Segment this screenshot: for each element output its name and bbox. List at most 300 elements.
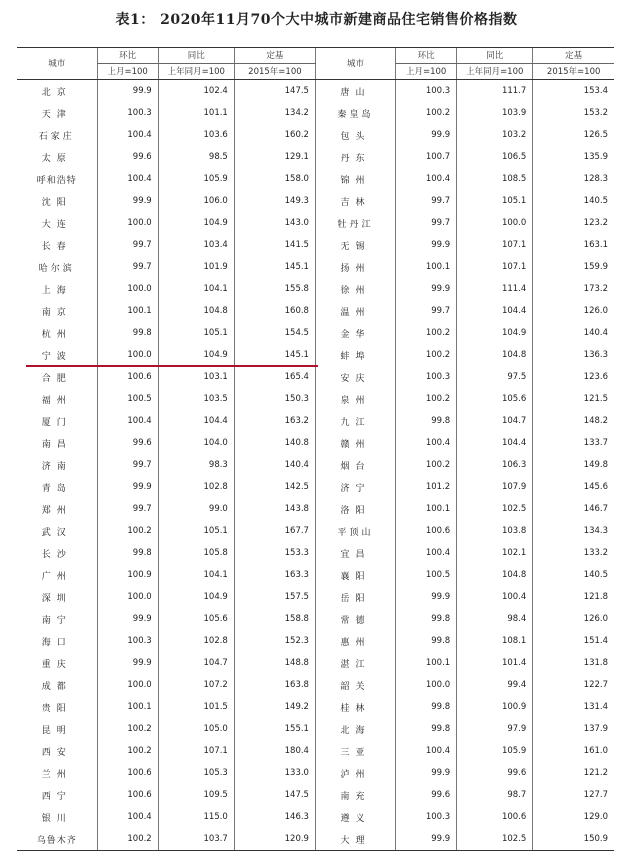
base-value-cell: 121.8 — [533, 586, 614, 608]
mom-value-cell: 99.7 — [396, 300, 457, 322]
base-value-cell: 149.2 — [234, 696, 315, 718]
city-name-cell: 厦门 — [41, 417, 72, 428]
mom-value-cell: 100.1 — [396, 498, 457, 520]
base-value-cell: 152.3 — [234, 630, 315, 652]
yoy-value-cell: 106.0 — [158, 190, 234, 212]
table-title: 表1： 2020年11月70个大中城市新建商品住宅销售价格指数 — [115, 12, 518, 28]
mom-value-cell: 99.9 — [97, 476, 158, 498]
yoy-value-cell: 105.9 — [457, 740, 533, 762]
city-name-cell: 深圳 — [41, 593, 72, 604]
base-value-cell: 150.3 — [234, 388, 315, 410]
mom-value-cell: 101.2 — [396, 476, 457, 498]
base-value-cell: 167.7 — [234, 520, 315, 542]
mom-value-cell: 100.4 — [396, 740, 457, 762]
yoy-value-cell: 109.5 — [158, 784, 234, 806]
table-row — [17, 102, 614, 124]
yoy-value-cell: 104.9 — [457, 322, 533, 344]
base-value-cell: 137.9 — [533, 718, 614, 740]
yoy-value-cell: 105.3 — [158, 762, 234, 784]
city-name-cell: 西宁 — [41, 791, 72, 802]
base-value-cell: 131.4 — [533, 696, 614, 718]
base-value-cell: 163.8 — [234, 674, 315, 696]
table-row — [17, 520, 614, 542]
mom-value-cell: 100.0 — [97, 278, 158, 300]
table-row — [17, 828, 614, 851]
mom-value-cell: 100.2 — [97, 718, 158, 740]
city-name-cell: 平顶山 — [315, 520, 395, 542]
mom-value-cell: 100.7 — [396, 146, 457, 168]
table-row — [17, 278, 614, 300]
yoy-value-cell: 103.9 — [457, 102, 533, 124]
city-name-cell: 温州 — [315, 300, 395, 322]
yoy-value-cell: 103.5 — [158, 388, 234, 410]
base-value-cell: 131.8 — [533, 652, 614, 674]
base-value-cell: 165.4 — [234, 366, 315, 388]
header-yoy-sub-right: 上年同月=100 — [457, 64, 533, 80]
header-city-left: 城市 — [17, 48, 97, 80]
base-value-cell: 180.4 — [234, 740, 315, 762]
table-row — [17, 256, 614, 278]
yoy-value-cell: 100.9 — [457, 696, 533, 718]
mom-value-cell: 100.6 — [97, 366, 158, 388]
mom-value-cell: 99.9 — [97, 80, 158, 103]
city-name-cell: 成都 — [41, 681, 72, 692]
base-value-cell: 146.7 — [533, 498, 614, 520]
yoy-value-cell: 103.4 — [158, 234, 234, 256]
mom-value-cell: 99.9 — [97, 608, 158, 630]
yoy-value-cell: 101.4 — [457, 652, 533, 674]
table-row — [17, 432, 614, 454]
base-value-cell: 126.5 — [533, 124, 614, 146]
mom-value-cell: 99.8 — [396, 718, 457, 740]
base-value-cell: 141.5 — [234, 234, 315, 256]
city-name-cell: 杭州 — [41, 329, 72, 340]
yoy-value-cell: 107.2 — [158, 674, 234, 696]
mom-value-cell: 100.0 — [97, 344, 158, 366]
mom-value-cell: 99.7 — [97, 498, 158, 520]
city-name-cell: 惠州 — [315, 630, 395, 652]
yoy-value-cell: 107.1 — [457, 234, 533, 256]
city-name-cell: 扬州 — [315, 256, 395, 278]
mom-value-cell: 100.1 — [396, 652, 457, 674]
table-body — [17, 80, 614, 851]
table-row — [17, 476, 614, 498]
yoy-value-cell: 97.9 — [457, 718, 533, 740]
base-value-cell: 159.9 — [533, 256, 614, 278]
header-city-right: 城市 — [315, 48, 395, 80]
yoy-value-cell: 105.6 — [457, 388, 533, 410]
base-value-cell: 147.5 — [234, 784, 315, 806]
city-name-cell: 泉州 — [315, 388, 395, 410]
city-name-cell: 哈尔滨 — [38, 263, 75, 274]
city-name-cell: 三亚 — [315, 740, 395, 762]
base-value-cell: 123.6 — [533, 366, 614, 388]
mom-value-cell: 100.2 — [97, 828, 158, 851]
city-name-cell: 大连 — [41, 219, 72, 230]
yoy-value-cell: 102.1 — [457, 542, 533, 564]
city-name-cell: 秦皇岛 — [315, 102, 395, 124]
yoy-value-cell: 98.5 — [158, 146, 234, 168]
base-value-cell: 143.8 — [234, 498, 315, 520]
yoy-value-cell: 105.0 — [158, 718, 234, 740]
yoy-value-cell: 102.8 — [158, 630, 234, 652]
base-value-cell: 136.3 — [533, 344, 614, 366]
yoy-value-cell: 107.1 — [457, 256, 533, 278]
city-name-cell: 安庆 — [315, 366, 395, 388]
table-row — [17, 652, 614, 674]
mom-value-cell: 100.2 — [396, 344, 457, 366]
base-value-cell: 147.5 — [234, 80, 315, 103]
base-value-cell: 134.3 — [533, 520, 614, 542]
city-name-cell: 青岛 — [41, 483, 72, 494]
highlight-underline — [26, 365, 318, 367]
yoy-value-cell: 106.3 — [457, 454, 533, 476]
table-row — [17, 322, 614, 344]
yoy-value-cell: 104.7 — [158, 652, 234, 674]
city-name-cell: 洛阳 — [315, 498, 395, 520]
base-value-cell: 129.1 — [234, 146, 315, 168]
mom-value-cell: 100.6 — [97, 784, 158, 806]
yoy-value-cell: 104.4 — [457, 300, 533, 322]
city-name-cell: 郑州 — [41, 505, 72, 516]
table-row — [17, 608, 614, 630]
mom-value-cell: 99.9 — [396, 762, 457, 784]
mom-value-cell: 100.3 — [97, 630, 158, 652]
base-value-cell: 122.7 — [533, 674, 614, 696]
mom-value-cell: 100.0 — [97, 586, 158, 608]
city-name-cell: 九江 — [315, 410, 395, 432]
yoy-value-cell: 108.5 — [457, 168, 533, 190]
table-row — [17, 366, 614, 388]
city-name-cell: 丹东 — [315, 146, 395, 168]
city-name-cell: 上海 — [41, 285, 72, 296]
base-value-cell: 133.0 — [234, 762, 315, 784]
mom-value-cell: 100.3 — [396, 366, 457, 388]
base-value-cell: 140.4 — [234, 454, 315, 476]
base-value-cell: 148.2 — [533, 410, 614, 432]
base-value-cell: 155.8 — [234, 278, 315, 300]
base-value-cell: 123.2 — [533, 212, 614, 234]
city-name-cell: 宁波 — [41, 351, 72, 362]
yoy-value-cell: 104.4 — [158, 410, 234, 432]
city-name-cell: 烟台 — [315, 454, 395, 476]
yoy-value-cell: 100.0 — [457, 212, 533, 234]
city-name-cell: 蚌埠 — [315, 344, 395, 366]
yoy-value-cell: 104.8 — [457, 344, 533, 366]
city-name-cell: 南宁 — [41, 615, 72, 626]
yoy-value-cell: 103.6 — [158, 124, 234, 146]
table-row — [17, 784, 614, 806]
mom-value-cell: 100.4 — [396, 542, 457, 564]
base-value-cell: 173.2 — [533, 278, 614, 300]
mom-value-cell: 100.6 — [396, 520, 457, 542]
table-row — [17, 146, 614, 168]
yoy-value-cell: 101.1 — [158, 102, 234, 124]
base-value-cell: 128.3 — [533, 168, 614, 190]
yoy-value-cell: 103.2 — [457, 124, 533, 146]
yoy-value-cell: 108.1 — [457, 630, 533, 652]
city-name-cell: 金华 — [315, 322, 395, 344]
base-value-cell: 129.0 — [533, 806, 614, 828]
mom-value-cell: 100.5 — [396, 564, 457, 586]
table-row — [17, 344, 614, 366]
base-value-cell: 134.2 — [234, 102, 315, 124]
yoy-value-cell: 104.4 — [457, 432, 533, 454]
base-value-cell: 133.7 — [533, 432, 614, 454]
mom-value-cell: 99.8 — [97, 542, 158, 564]
mom-value-cell: 100.1 — [97, 696, 158, 718]
city-name-cell: 石家庄 — [38, 131, 75, 142]
city-name-cell: 昆明 — [41, 725, 72, 736]
mom-value-cell: 99.9 — [97, 190, 158, 212]
base-value-cell: 151.4 — [533, 630, 614, 652]
header-base-right: 定基 — [533, 48, 614, 64]
yoy-value-cell: 105.1 — [457, 190, 533, 212]
city-name-cell: 唐山 — [315, 80, 395, 103]
yoy-value-cell: 102.5 — [457, 828, 533, 851]
base-value-cell: 149.3 — [234, 190, 315, 212]
mom-value-cell: 99.9 — [396, 586, 457, 608]
city-name-cell: 大理 — [315, 828, 395, 851]
table-row — [17, 542, 614, 564]
yoy-value-cell: 111.4 — [457, 278, 533, 300]
mom-value-cell: 100.4 — [97, 124, 158, 146]
base-value-cell: 140.5 — [533, 190, 614, 212]
city-name-cell: 重庆 — [41, 659, 72, 670]
yoy-value-cell: 99.6 — [457, 762, 533, 784]
base-value-cell: 142.5 — [234, 476, 315, 498]
mom-value-cell: 100.4 — [97, 168, 158, 190]
table-row — [17, 388, 614, 410]
base-value-cell: 153.2 — [533, 102, 614, 124]
header-mom-sub-right: 上月=100 — [396, 64, 457, 80]
table-row — [17, 300, 614, 322]
table-row — [17, 168, 614, 190]
city-name-cell: 宜昌 — [315, 542, 395, 564]
yoy-value-cell: 98.7 — [457, 784, 533, 806]
yoy-value-cell: 107.9 — [457, 476, 533, 498]
city-name-cell: 乌鲁木齐 — [17, 828, 97, 851]
table-row — [17, 80, 614, 103]
mom-value-cell: 100.0 — [97, 212, 158, 234]
mom-value-cell: 100.4 — [396, 168, 457, 190]
base-value-cell: 161.0 — [533, 740, 614, 762]
table-row — [17, 674, 614, 696]
table-row — [17, 806, 614, 828]
yoy-value-cell: 104.1 — [158, 278, 234, 300]
base-value-cell: 163.1 — [533, 234, 614, 256]
city-name-cell: 南昌 — [41, 439, 72, 450]
header-row-main — [17, 48, 614, 64]
table-row — [17, 498, 614, 520]
yoy-value-cell: 98.4 — [457, 608, 533, 630]
city-name-cell: 济南 — [41, 461, 72, 472]
city-name-cell: 牡丹江 — [315, 212, 395, 234]
base-value-cell: 154.5 — [234, 322, 315, 344]
base-value-cell: 158.0 — [234, 168, 315, 190]
mom-value-cell: 100.6 — [97, 762, 158, 784]
table-row — [17, 234, 614, 256]
base-value-cell: 135.9 — [533, 146, 614, 168]
mom-value-cell: 100.2 — [97, 740, 158, 762]
city-name-cell: 徐州 — [315, 278, 395, 300]
base-value-cell: 160.8 — [234, 300, 315, 322]
mom-value-cell: 99.8 — [396, 608, 457, 630]
yoy-value-cell: 105.6 — [158, 608, 234, 630]
yoy-value-cell: 100.6 — [457, 806, 533, 828]
header-mom-left: 环比 — [97, 48, 158, 64]
base-value-cell: 146.3 — [234, 806, 315, 828]
yoy-value-cell: 101.5 — [158, 696, 234, 718]
city-name-cell: 南充 — [315, 784, 395, 806]
mom-value-cell: 99.9 — [97, 652, 158, 674]
mom-value-cell: 99.7 — [97, 234, 158, 256]
yoy-value-cell: 103.1 — [158, 366, 234, 388]
yoy-value-cell: 102.8 — [158, 476, 234, 498]
mom-value-cell: 99.8 — [396, 410, 457, 432]
header-yoy-left: 同比 — [158, 48, 234, 64]
city-name-cell: 济宁 — [315, 476, 395, 498]
city-name-cell: 常德 — [315, 608, 395, 630]
city-name-cell: 遵义 — [315, 806, 395, 828]
table-row — [17, 696, 614, 718]
base-value-cell: 145.6 — [533, 476, 614, 498]
table-row — [17, 740, 614, 762]
base-value-cell: 157.5 — [234, 586, 315, 608]
city-name-cell: 南京 — [41, 307, 72, 318]
city-name-cell: 北京 — [41, 87, 72, 98]
mom-value-cell: 99.7 — [396, 190, 457, 212]
city-name-cell: 泸州 — [315, 762, 395, 784]
city-name-cell: 呼和浩特 — [36, 175, 77, 186]
mom-value-cell: 100.3 — [396, 80, 457, 103]
city-name-cell: 赣州 — [315, 432, 395, 454]
mom-value-cell: 100.2 — [396, 454, 457, 476]
mom-value-cell: 99.6 — [97, 146, 158, 168]
base-value-cell: 148.8 — [234, 652, 315, 674]
yoy-value-cell: 104.9 — [158, 344, 234, 366]
city-name-cell: 韶关 — [315, 674, 395, 696]
yoy-value-cell: 104.9 — [158, 586, 234, 608]
base-value-cell: 145.1 — [234, 344, 315, 366]
city-name-cell: 包头 — [315, 124, 395, 146]
city-name-cell: 合肥 — [41, 373, 72, 384]
yoy-value-cell: 102.4 — [158, 80, 234, 103]
city-name-cell: 岳阳 — [315, 586, 395, 608]
header-base-sub-right: 2015年=100 — [533, 64, 614, 80]
mom-value-cell: 100.9 — [97, 564, 158, 586]
header-base-sub-left: 2015年=100 — [234, 64, 315, 80]
mom-value-cell: 100.4 — [97, 806, 158, 828]
mom-value-cell: 100.1 — [396, 256, 457, 278]
mom-value-cell: 100.3 — [396, 806, 457, 828]
mom-value-cell: 99.6 — [97, 432, 158, 454]
base-value-cell: 121.5 — [533, 388, 614, 410]
mom-value-cell: 99.7 — [97, 454, 158, 476]
mom-value-cell: 100.0 — [396, 674, 457, 696]
yoy-value-cell: 100.4 — [457, 586, 533, 608]
yoy-value-cell: 104.0 — [158, 432, 234, 454]
mom-value-cell: 99.8 — [97, 322, 158, 344]
yoy-value-cell: 105.9 — [158, 168, 234, 190]
mom-value-cell: 100.2 — [97, 520, 158, 542]
yoy-value-cell: 98.3 — [158, 454, 234, 476]
yoy-value-cell: 104.8 — [158, 300, 234, 322]
table-row — [17, 410, 614, 432]
base-value-cell: 121.2 — [533, 762, 614, 784]
table-row — [17, 212, 614, 234]
mom-value-cell: 100.2 — [396, 322, 457, 344]
city-name-cell: 西安 — [41, 747, 72, 758]
mom-value-cell: 100.5 — [97, 388, 158, 410]
base-value-cell: 153.4 — [533, 80, 614, 103]
mom-value-cell: 100.3 — [97, 102, 158, 124]
table-row — [17, 762, 614, 784]
base-value-cell: 120.9 — [234, 828, 315, 851]
yoy-value-cell: 102.5 — [457, 498, 533, 520]
base-value-cell: 149.8 — [533, 454, 614, 476]
yoy-value-cell: 99.0 — [158, 498, 234, 520]
city-name-cell: 长春 — [41, 241, 72, 252]
header-yoy-right: 同比 — [457, 48, 533, 64]
header-yoy-sub-left: 上年同月=100 — [158, 64, 234, 80]
base-value-cell: 160.2 — [234, 124, 315, 146]
table-row — [17, 454, 614, 476]
yoy-value-cell: 104.7 — [457, 410, 533, 432]
base-value-cell: 158.8 — [234, 608, 315, 630]
base-value-cell: 150.9 — [533, 828, 614, 851]
mom-value-cell: 100.4 — [396, 432, 457, 454]
table-row — [17, 124, 614, 146]
yoy-value-cell: 103.7 — [158, 828, 234, 851]
base-value-cell: 127.7 — [533, 784, 614, 806]
table-row — [17, 718, 614, 740]
mom-value-cell: 100.4 — [97, 410, 158, 432]
mom-value-cell: 99.7 — [396, 212, 457, 234]
city-name-cell: 海口 — [41, 637, 72, 648]
mom-value-cell: 100.2 — [396, 102, 457, 124]
yoy-value-cell: 106.5 — [457, 146, 533, 168]
mom-value-cell: 99.8 — [396, 630, 457, 652]
yoy-value-cell: 115.0 — [158, 806, 234, 828]
yoy-value-cell: 111.7 — [457, 80, 533, 103]
city-name-cell: 天津 — [41, 109, 72, 120]
mom-value-cell: 100.1 — [97, 300, 158, 322]
city-name-cell: 长沙 — [41, 549, 72, 560]
yoy-value-cell: 105.1 — [158, 322, 234, 344]
table-row — [17, 564, 614, 586]
mom-value-cell: 99.9 — [396, 828, 457, 851]
table-row — [17, 630, 614, 652]
base-value-cell: 143.0 — [234, 212, 315, 234]
city-name-cell: 沈阳 — [41, 197, 72, 208]
city-name-cell: 湛江 — [315, 652, 395, 674]
city-name-cell: 银川 — [41, 813, 72, 824]
city-name-cell: 吉林 — [315, 190, 395, 212]
mom-value-cell: 99.9 — [396, 234, 457, 256]
city-name-cell: 兰州 — [41, 769, 72, 780]
city-name-cell: 北海 — [315, 718, 395, 740]
mom-value-cell: 100.0 — [97, 674, 158, 696]
base-value-cell: 163.2 — [234, 410, 315, 432]
base-value-cell: 153.3 — [234, 542, 315, 564]
mom-value-cell: 100.2 — [396, 388, 457, 410]
city-name-cell: 太原 — [41, 153, 72, 164]
yoy-value-cell: 104.9 — [158, 212, 234, 234]
city-name-cell: 襄阳 — [315, 564, 395, 586]
yoy-value-cell: 107.1 — [158, 740, 234, 762]
mom-value-cell: 99.9 — [396, 278, 457, 300]
